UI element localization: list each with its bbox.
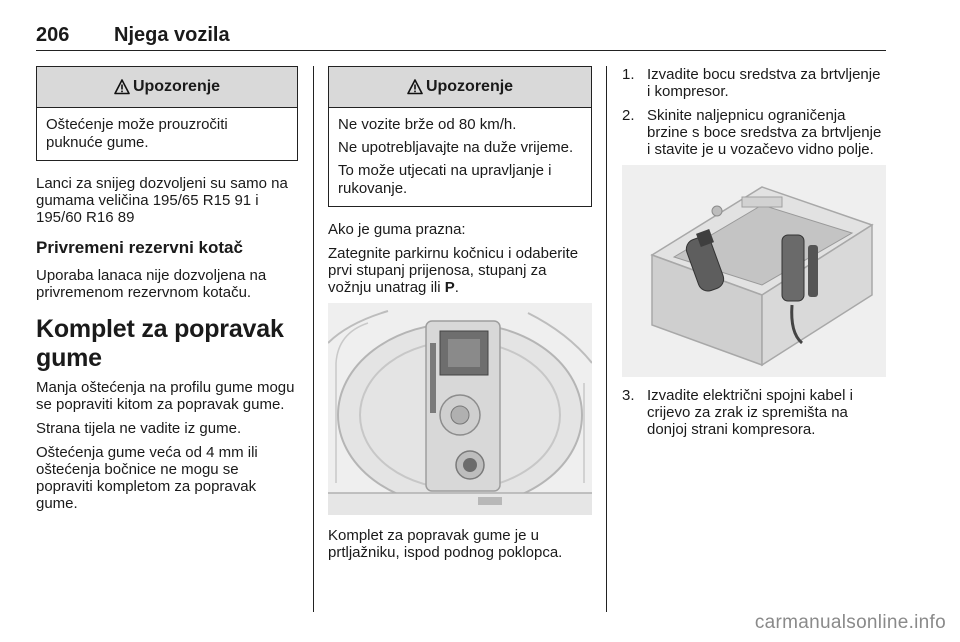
column-3 xyxy=(622,66,886,445)
spare-wheel-heading: Privremeni rezervni kotač xyxy=(36,238,243,257)
trunk-illustration xyxy=(328,303,592,515)
page-header xyxy=(36,10,886,44)
column-2 xyxy=(328,66,592,568)
warning-text: Oštećenje može prouzročiti puknuće gume. xyxy=(46,116,228,151)
repair-kit-text-1: Manja oštećenja na profilu gume mogu se popraviti kitom za popravak gume. xyxy=(36,379,295,413)
header-rule xyxy=(36,50,886,51)
repair-kit-heading: Komplet za popravak gume xyxy=(36,315,284,372)
column-divider-1 xyxy=(313,66,314,612)
kit-location-text: Komplet za popravak gume je u prtljažniku, ispod podnog poklopca. xyxy=(328,527,563,561)
flat-tyre-text: Ako je guma prazna: xyxy=(328,221,466,238)
repair-kit-text-2: Strana tijela ne vadite iz gume. xyxy=(36,420,242,437)
repair-kit-text-3: Oštećenja gume veća od 4 mm ili oštećenja bočnice ne mogu se popraviti kompletom za popravak gume. xyxy=(36,444,258,512)
list-item: 1. Izvadite bocu sredstva za brtvljenje i kompresor. xyxy=(622,66,881,100)
warning-box-1 xyxy=(36,66,298,161)
column-divider-2 xyxy=(606,66,607,612)
steps-list xyxy=(622,66,886,158)
column-1 xyxy=(36,66,298,519)
parking-brake-text: Zategnite parkirnu kočnicu i odaberite prvi stupanj prijenosa, stupanj za vožnju unatrag ili P. xyxy=(328,245,579,296)
compressor-illustration xyxy=(622,165,886,377)
list-item: 2. Skinite naljepnicu ograničenja brzine s boce sredstva za brtvljenje i stavite je u vozačevo vidno polje. xyxy=(622,107,882,158)
warning-header xyxy=(37,67,297,108)
watermark: carmanualsonline.info xyxy=(754,612,946,633)
warning-triangle-icon xyxy=(407,79,423,95)
warning-title: Upozorenje xyxy=(425,78,514,95)
warning-header xyxy=(329,67,591,108)
warning-line-2: Ne upotrebljavajte na duže vrijeme. xyxy=(338,139,574,156)
warning-box-2 xyxy=(328,66,592,207)
warning-triangle-icon xyxy=(114,79,130,95)
spare-wheel-text: Uporaba lanaca nije dozvoljena na privremenom rezervnom kotaču. xyxy=(36,267,267,301)
snow-chains-text: Lanci za snijeg dozvoljeni su samo na gumama veličina 195/65 R15 91 i 195/60 R16 89 xyxy=(36,175,288,226)
warning-line-3: To može utjecati na upravljanje i rukovanje. xyxy=(338,162,552,197)
gear-p-label: P xyxy=(444,279,455,296)
page-number: 206 xyxy=(36,24,70,46)
warning-line-1: Ne vozite brže od 80 km/h. xyxy=(338,116,517,133)
list-item: 3. Izvadite električni spojni kabel i crijevo za zrak iz spremišta na donjoj strani kompresora. xyxy=(622,387,853,438)
steps-list-continued xyxy=(622,387,886,438)
warning-title: Upozorenje xyxy=(132,78,221,95)
page-title: Njega vozila xyxy=(114,24,230,46)
